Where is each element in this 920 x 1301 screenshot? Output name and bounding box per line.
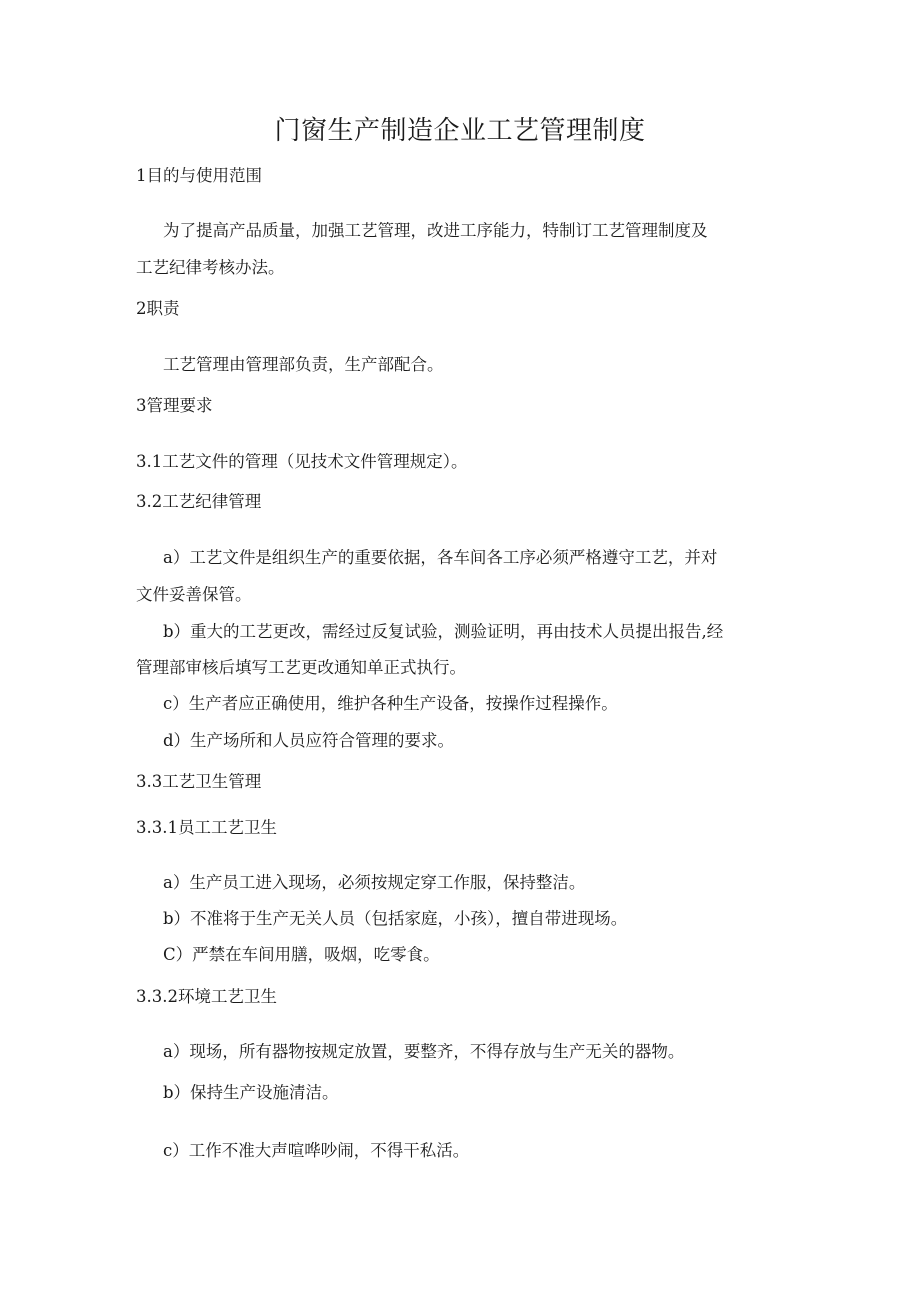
section-2-heading: 2职责 [136,299,180,318]
list-item-line: d）生产场所和人员应符合管理的要求。 [163,731,455,750]
section-3-3-heading: 3.3工艺卫生管理 [136,772,262,791]
paragraph-line: 工艺管理由管理部负责，生产部配合。 [163,355,444,374]
list-item-line: C）严禁在车间用膳，吸烟，吃零食。 [163,945,440,964]
list-item-line: b）保持生产设施清洁。 [163,1083,339,1102]
section-3-1-heading: 3.1工艺文件的管理（见技术文件管理规定）。 [136,452,468,471]
section-3-3-2-heading: 3.3.2环境工艺卫生 [136,987,277,1006]
list-item-line: a）生产员工进入现场，必须按规定穿工作服，保持整洁。 [163,873,586,892]
list-item-line: b）不准将于生产无关人员（包括家庭，小孩），擅自带进现场。 [163,909,628,928]
section-1-heading: 1目的与使用范围 [136,166,262,185]
list-item-line: c）工作不准大声喧哗吵闹，不得干私活。 [163,1141,470,1160]
list-item-line: a）工艺文件是组织生产的重要依据，各车间各工序必须严格遵守工艺，并对 [163,548,718,567]
list-item-line: b）重大的工艺更改，需经过反复试验，测验证明，再由技术人员提出报告,经 [163,622,724,641]
section-3-2-heading: 3.2工艺纪律管理 [136,492,262,511]
list-item-line: 管理部审核后填写工艺更改通知单正式执行。 [136,658,466,677]
list-item-line: c）生产者应正确使用，维护各种生产设备，按操作过程操作。 [163,694,618,713]
list-item-line: a）现场，所有器物按规定放置，要整齐，不得存放与生产无关的器物。 [163,1042,685,1061]
paragraph-line: 为了提高产品质量，加强工艺管理，改进工序能力，特制订工艺管理制度及 [163,221,708,240]
list-item-line: 文件妥善保管。 [136,585,252,604]
document-title: 门窗生产制造企业工艺管理制度 [274,116,646,146]
paragraph-line: 工艺纪律考核办法。 [136,258,285,277]
section-3-heading: 3管理要求 [136,396,213,415]
section-3-3-1-heading: 3.3.1员工工艺卫生 [136,818,277,837]
